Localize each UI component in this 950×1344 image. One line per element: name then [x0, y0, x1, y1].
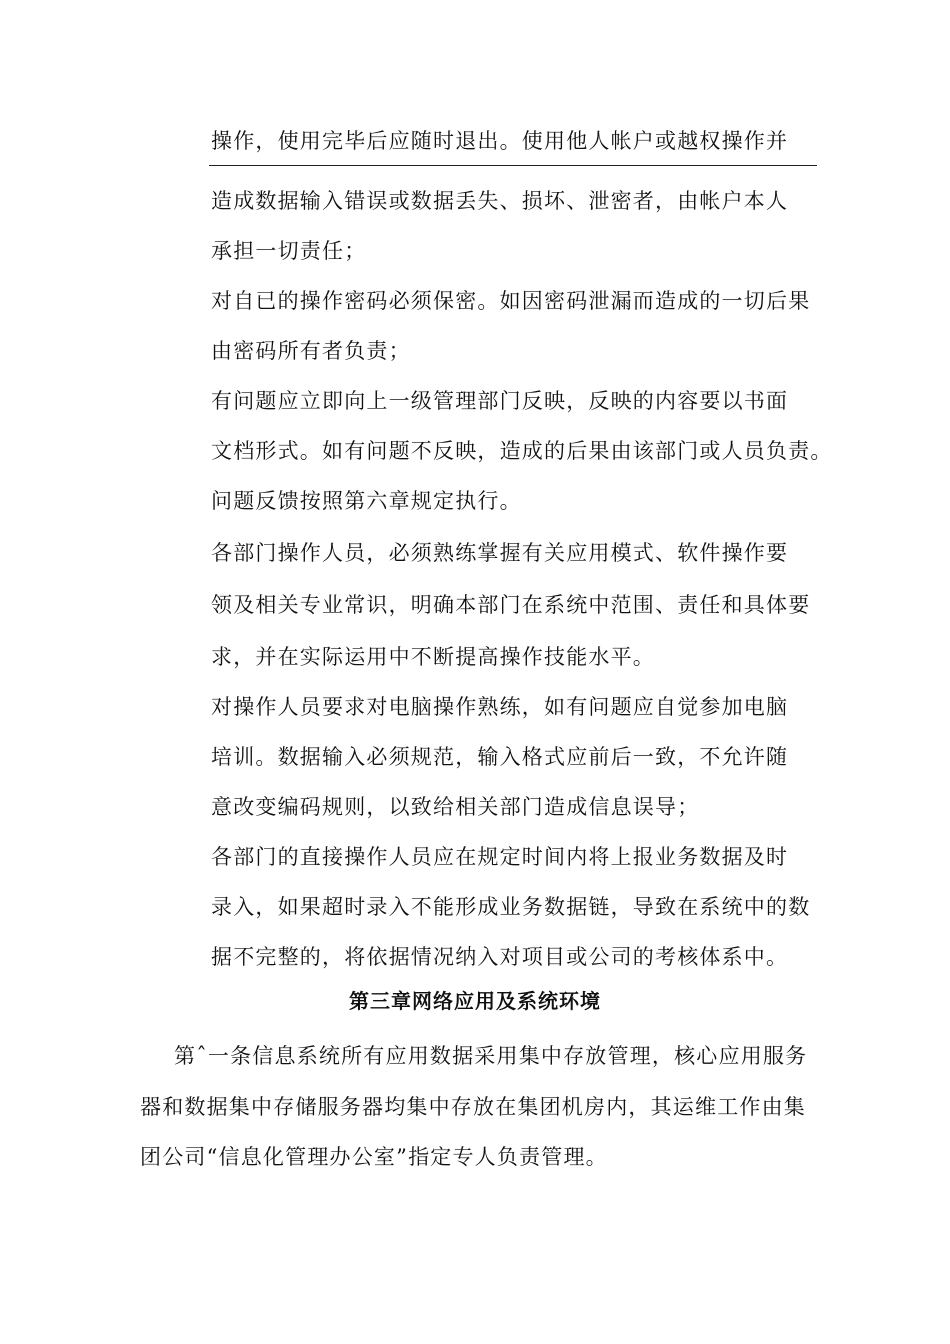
- paragraph-line: 各部门的直接操作人员应在规定时间内将上报业务数据及时: [211, 845, 789, 869]
- paragraph-line: 文档形式。如有问题不反映，造成的后果由该部门或人员负责。: [211, 439, 833, 463]
- paragraph-line: 有问题应立即向上一级管理部门反映，反映的内容要以书面: [211, 389, 789, 413]
- paragraph-line: 领及相关专业常识，明确本部门在系统中范围、责任和具体要: [211, 593, 811, 617]
- chapter-heading: 第三章网络应用及系统环境: [349, 989, 601, 1013]
- article-line: 团公司“信息化管理办公室”指定专人负责管理。: [140, 1145, 608, 1169]
- paragraph-line: 求，并在实际运用中不断提高操作技能水平。: [211, 645, 655, 669]
- paragraph-line: 问题反馈按照第六章规定执行。: [211, 489, 522, 513]
- paragraph-line: 操作，使用完毕后应随时退出。使用他人帐户或越权操作并: [211, 129, 789, 153]
- paragraph-line: 造成数据输入错误或数据丢失、损坏、泄密者，由帐户本人: [211, 189, 789, 213]
- article-line: 器和数据集中存储服务器均集中存放在集团机房内，其运维工作由集: [140, 1095, 806, 1119]
- paragraph-line: 意改变编码规则，以致给相关部门造成信息误导；: [211, 795, 700, 819]
- paragraph-line: 培训。数据输入必须规范，输入格式应前后一致，不允许随: [211, 745, 789, 769]
- paragraph-line: 据不完整的，将依据情况纳入对项目或公司的考核体系中。: [211, 945, 789, 969]
- paragraph-line: 由密码所有者负责；: [211, 339, 411, 363]
- paragraph-line: 录入，如果超时录入不能形成业务数据链，导致在系统中的数: [211, 895, 811, 919]
- paragraph-line: 各部门操作人员，必须熟练掌握有关应用模式、软件操作要: [211, 541, 789, 565]
- horizontal-rule: [209, 165, 817, 166]
- article-line: 第ˆ一条信息系统所有应用数据采用集中存放管理，核心应用服务: [174, 1044, 808, 1068]
- paragraph-line: 承担一切责任；: [211, 239, 367, 263]
- paragraph-line: 对自已的操作密码必须保密。如因密码泄漏而造成的一切后果: [211, 289, 811, 313]
- paragraph-line: 对操作人员要求对电脑操作熟练，如有问题应自觉参加电脑: [211, 695, 789, 719]
